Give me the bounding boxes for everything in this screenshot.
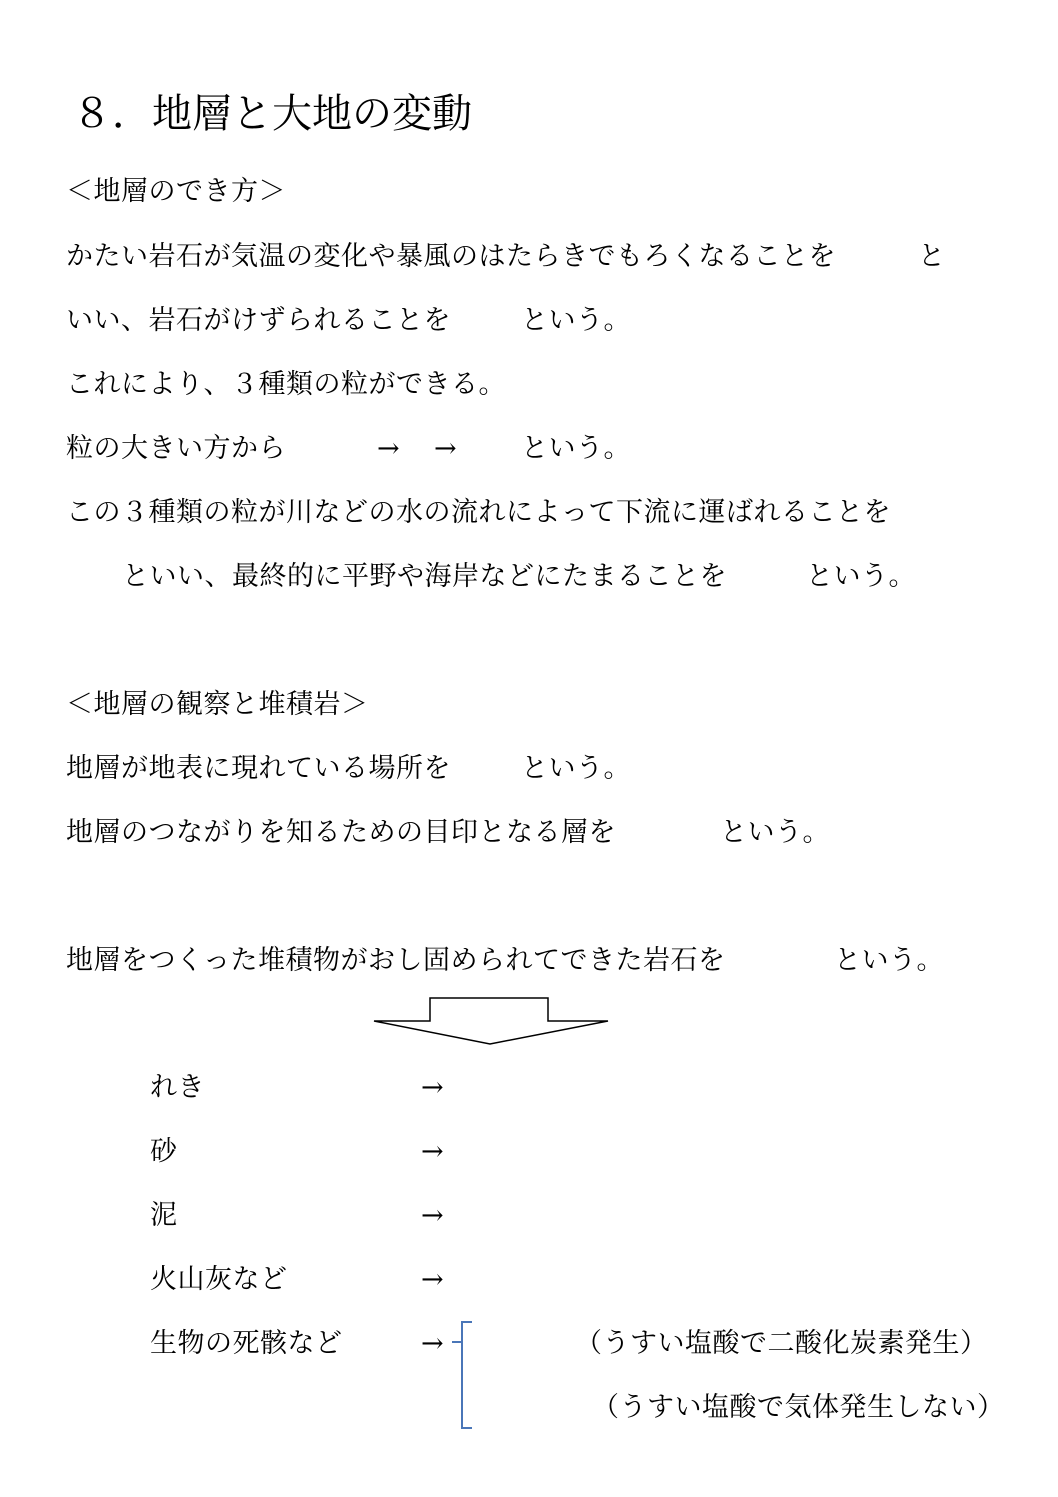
text-line: 粒の大きい方から: [66, 433, 286, 464]
text-line: いい、岩石がけずられることを: [66, 305, 451, 336]
rock-material: 生物の死骸など: [150, 1328, 343, 1359]
arrow-right-icon: →: [421, 1072, 445, 1103]
arrow-right-icon: →: [434, 433, 458, 464]
note-text: （うすい塩酸で気体発生しない）: [592, 1392, 1005, 1423]
arrow-right-icon: →: [377, 433, 401, 464]
text-line: かたい岩石が気温の変化や暴風のはたらきでもろくなることを: [66, 241, 836, 272]
text-line: と: [918, 241, 946, 272]
bracket-icon: [452, 1320, 476, 1432]
arrow-right-icon: →: [421, 1328, 445, 1359]
arrow-right-icon: →: [421, 1264, 445, 1295]
rock-material: 砂: [150, 1136, 178, 1167]
rock-material: 火山灰など: [150, 1264, 288, 1295]
text-line: これにより、３種類の粒ができる。: [66, 369, 506, 400]
text-line: という。: [521, 753, 631, 784]
text-line: 地層のつながりを知るための目印となる層を: [66, 817, 616, 848]
arrow-right-icon: →: [421, 1136, 445, 1167]
text-line: という。: [806, 561, 916, 592]
rock-material: 泥: [150, 1200, 178, 1231]
section-heading-observation: ＜地層の観察と堆積岩＞: [66, 689, 369, 720]
text-line: といい、最終的に平野や海岸などにたまることを: [122, 561, 727, 592]
note-text: （うすい塩酸で二酸化炭素発生）: [575, 1328, 988, 1359]
arrow-right-icon: →: [421, 1200, 445, 1231]
text-line: という。: [521, 305, 631, 336]
text-line: 地層が地表に現れている場所を: [66, 753, 451, 784]
text-line: という。: [720, 817, 830, 848]
page-title: ８．地層と大地の変動: [72, 91, 472, 137]
text-line: という。: [834, 945, 944, 976]
rock-material: れき: [150, 1072, 205, 1103]
text-line: という。: [521, 433, 631, 464]
text-line: 地層をつくった堆積物がおし固められてできた岩石を: [66, 945, 726, 976]
section-heading-formation: ＜地層のでき方＞: [66, 176, 286, 207]
arrow-down-icon: [370, 996, 612, 1048]
text-line: この３種類の粒が川などの水の流れによって下流に運ばれることを: [66, 497, 891, 528]
